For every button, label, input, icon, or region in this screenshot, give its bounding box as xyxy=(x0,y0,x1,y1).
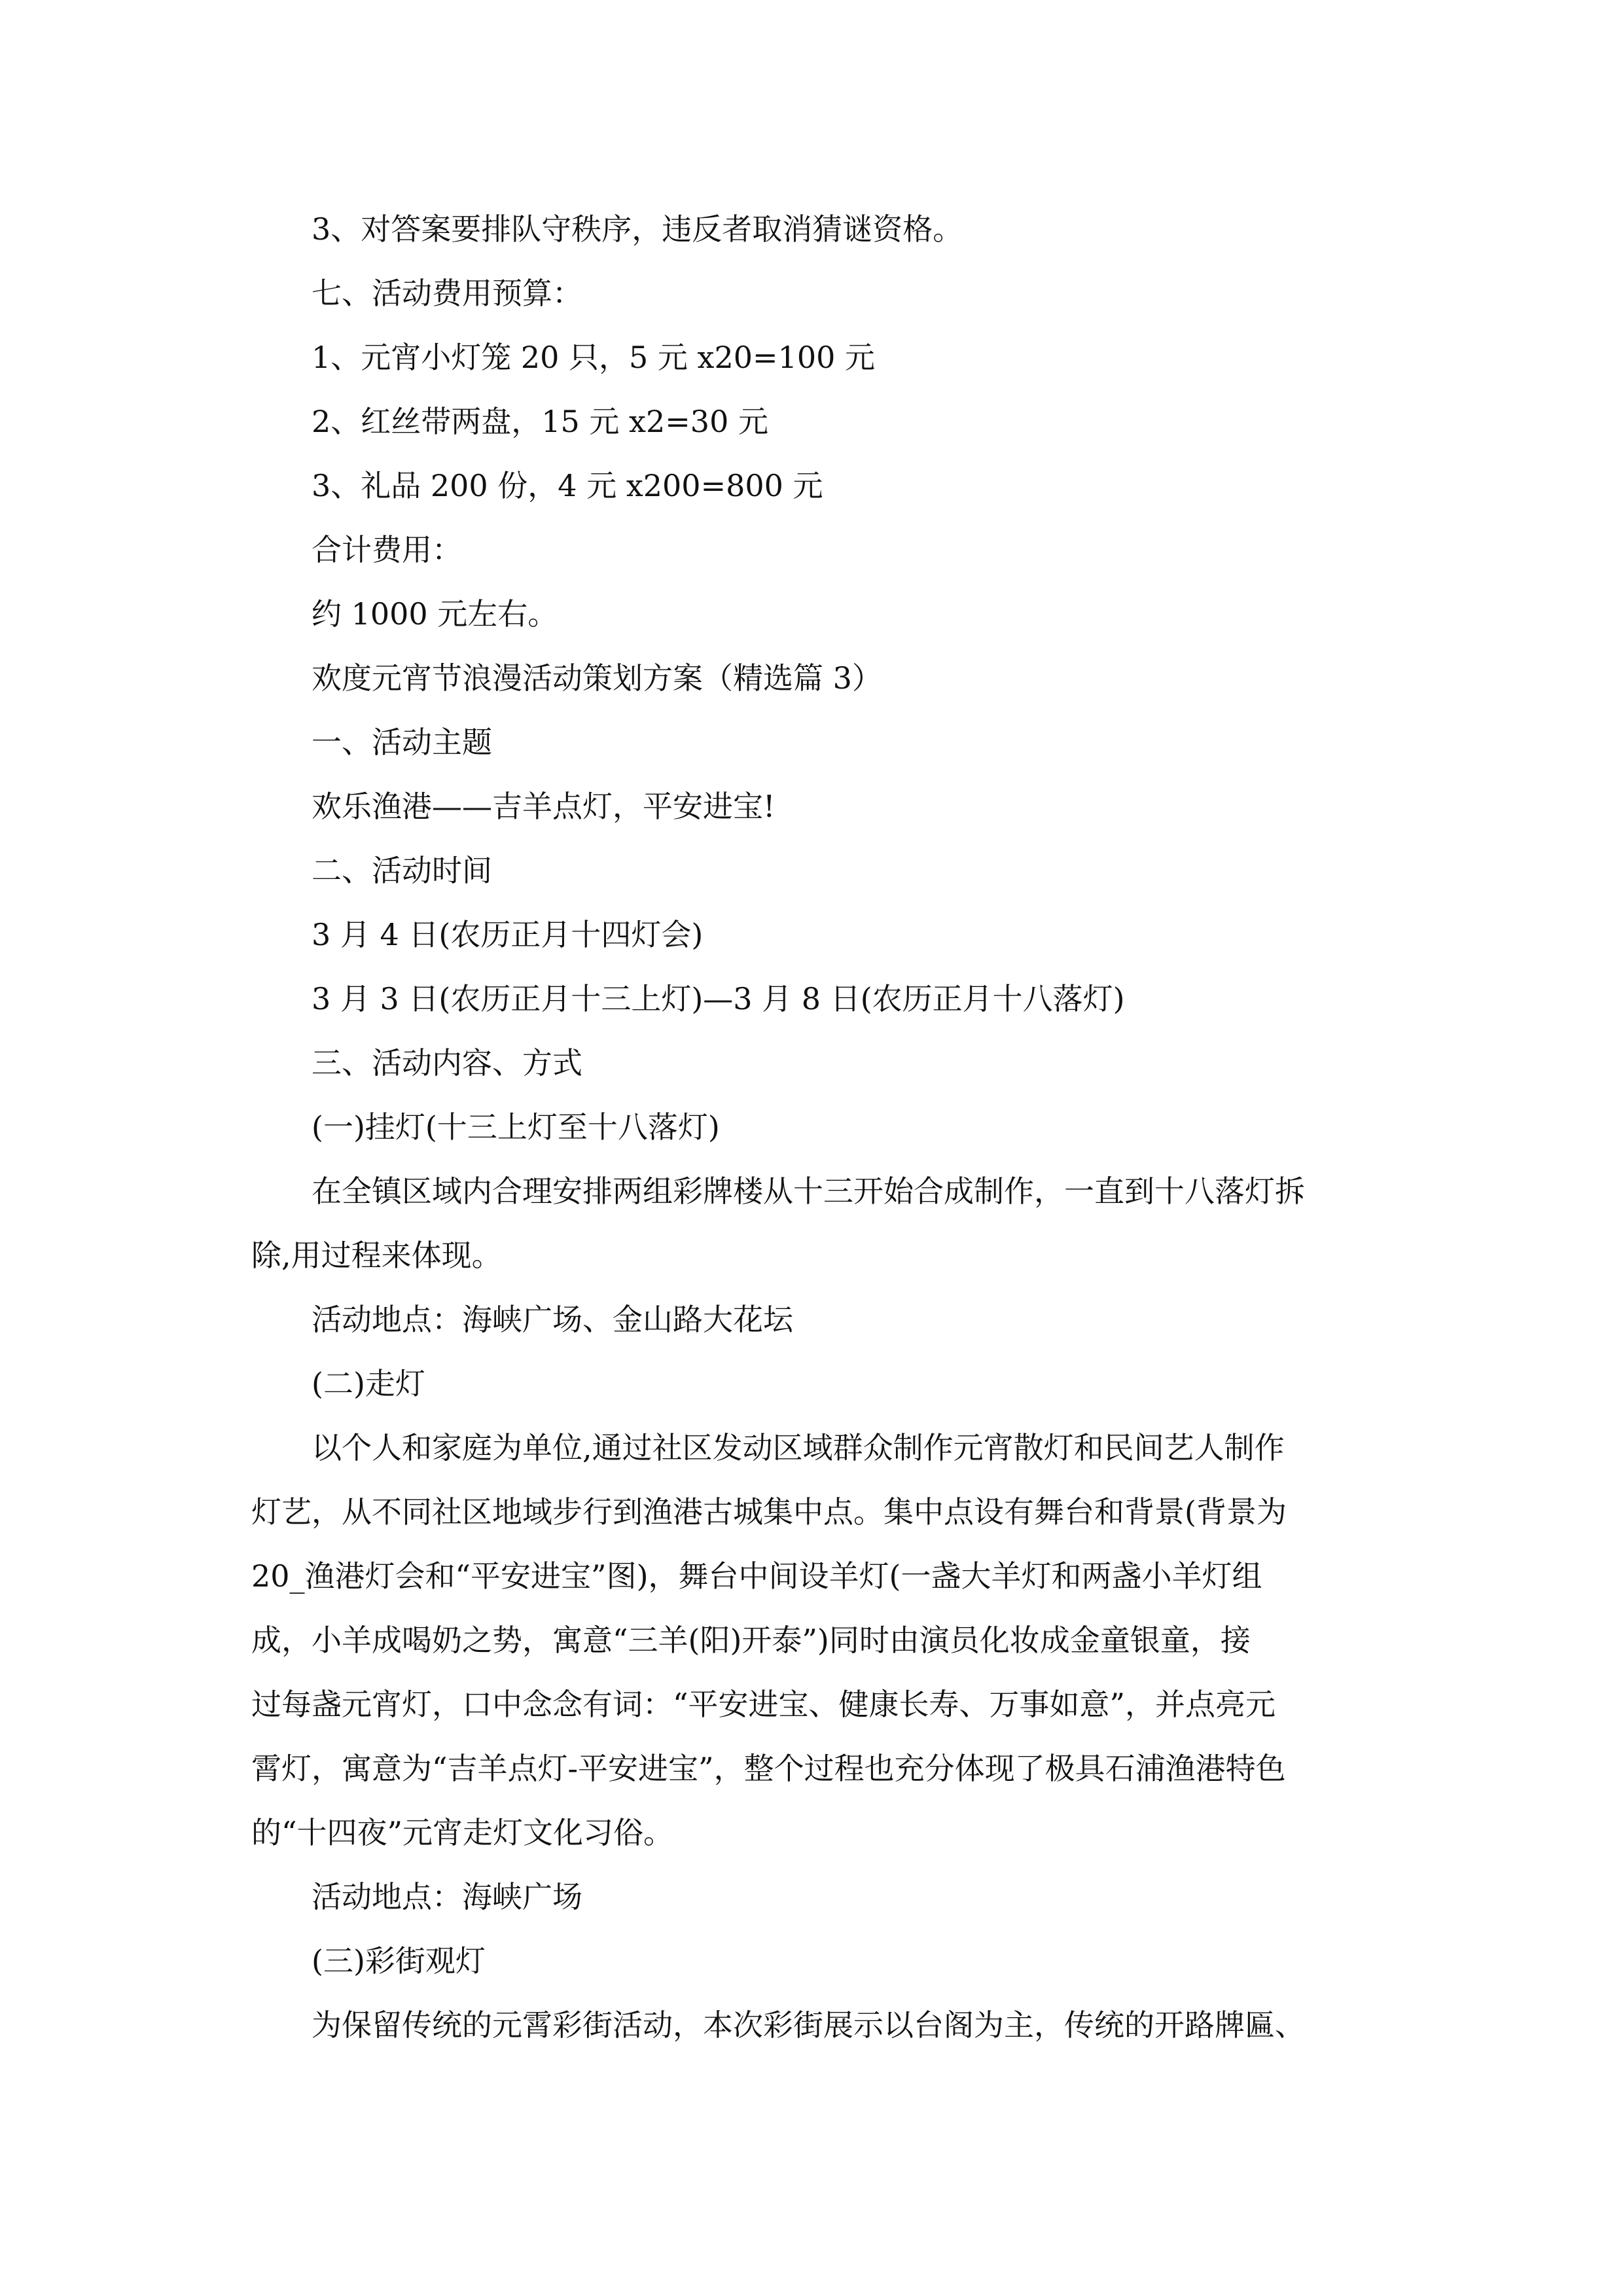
text-line: 欢乐渔港——吉羊点灯，平安进宝! xyxy=(312,789,776,824)
subsection-heading: (二)走灯 xyxy=(312,1366,425,1401)
text-line: 约 1000 元左右。 xyxy=(312,596,558,632)
text-line: 3 月 4 日(农历正月十四灯会) xyxy=(312,917,704,952)
text-line: 活动地点：海峡广场 xyxy=(312,1879,582,1914)
paragraph-line: 除,用过程来体现。 xyxy=(251,1238,502,1273)
text-line: 2、红丝带两盘，15 元 x2=30 元 xyxy=(312,404,768,439)
text-line: 3、对答案要排队守秩序，违反者取消猜谜资格。 xyxy=(312,211,963,247)
subsection-heading: (一)挂灯(十三上灯至十八落灯) xyxy=(312,1109,720,1145)
text-line: 合计费用： xyxy=(312,532,462,567)
text-line: 3 月 3 日(农历正月十三上灯)—3 月 8 日(农历正月十八落灯) xyxy=(312,981,1125,1016)
paragraph-line: 过每盏元宵灯，口中念念有词：“平安进宝、健康长寿、万事如意”，并点亮元 xyxy=(251,1687,1276,1722)
text-line: 1、元宵小灯笼 20 只，5 元 x20=100 元 xyxy=(312,340,875,375)
paragraph-line: 以个人和家庭为单位,通过社区发动区域群众制作元宵散灯和民间艺人制作 xyxy=(312,1430,1285,1465)
paragraph-line: 在全镇区域内合理安排两组彩牌楼从十三开始合成制作，一直到十八落灯拆 xyxy=(312,1174,1305,1209)
paragraph-line: 为保留传统的元霄彩街活动，本次彩街展示以台阁为主，传统的开路牌匾、 xyxy=(312,2007,1305,2043)
section-heading: 七、活动费用预算： xyxy=(312,276,582,311)
paragraph-line: 的“十四夜”元宵走灯文化习俗。 xyxy=(251,1815,674,1850)
paragraph-line: 成，小羊成喝奶之势，寓意“三羊(阳)开泰”)同时由演员化妆成金童银童，接 xyxy=(251,1623,1251,1658)
paragraph-line: 灯艺，从不同社区地域步行到渔港古城集中点。集中点设有舞台和背景(背景为 xyxy=(251,1494,1287,1530)
paragraph-line: 20_渔港灯会和“平安进宝”图)，舞台中间设羊灯(一盏大羊灯和两盏小羊灯组 xyxy=(251,1558,1262,1594)
document-title: 欢度元宵节浪漫活动策划方案（精选篇 3） xyxy=(312,660,882,696)
text-line: 3、礼品 200 份，4 元 x200=800 元 xyxy=(312,468,823,503)
subsection-heading: (三)彩街观灯 xyxy=(312,1943,486,1979)
section-heading: 三、活动内容、方式 xyxy=(312,1045,582,1081)
text-line: 活动地点：海峡广场、金山路大花坛 xyxy=(312,1302,793,1337)
section-heading: 一、活动主题 xyxy=(312,725,492,760)
section-heading: 二、活动时间 xyxy=(312,853,492,888)
paragraph-line: 霄灯，寓意为“吉羊点灯-平安进宝”，整个过程也充分体现了极具石浦渔港特色 xyxy=(251,1751,1286,1786)
